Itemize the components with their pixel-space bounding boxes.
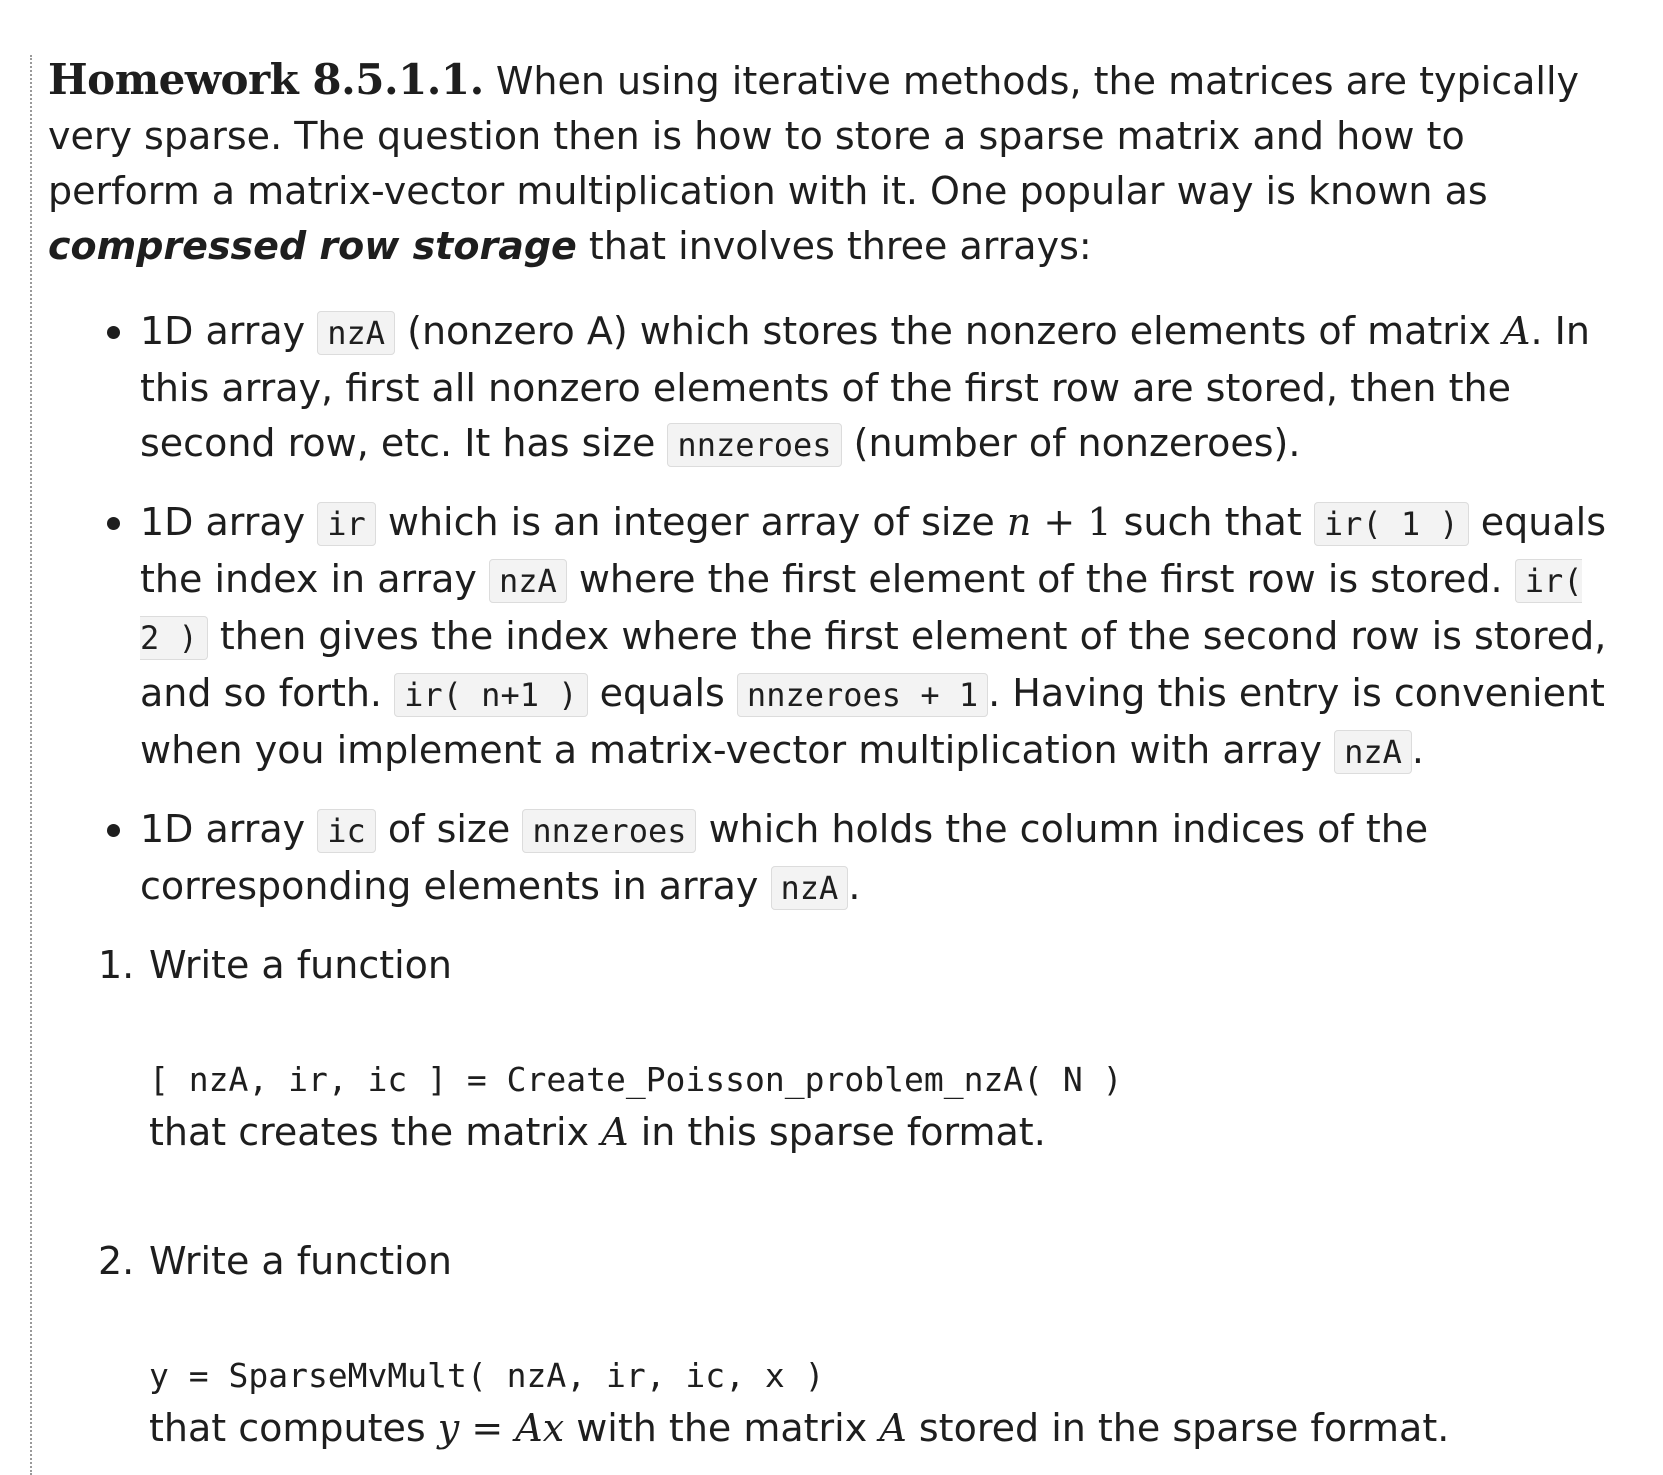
task-lead: Write a function [149,1239,452,1283]
list-text: such that [1123,500,1302,544]
task-item-1 [98,938,1608,1160]
inline-code: nzA [1334,730,1412,774]
list-text: which is an integer array of size [387,500,995,544]
list-text: (nonzero A) which stores the nonzero elements of matrix [407,309,1491,353]
task-number: 1. [98,943,135,987]
math-rest: + 1 [1031,500,1112,544]
inline-code: nnzeroes [667,423,841,467]
homework-block [48,52,1608,1456]
math-var: A [879,1406,907,1450]
list-item-ir [140,495,1608,780]
task-list [48,938,1608,1456]
homework-label: Homework 8.5.1.1. [48,55,484,104]
task-item-2 [98,1234,1608,1456]
list-text: 1D array [140,807,306,851]
math-var: y [437,1406,460,1450]
math-expr [1007,500,1112,544]
list-text: 1D array [140,500,306,544]
task-lead: Write a function [149,943,452,987]
inline-code: ic [317,809,376,853]
inline-code: nzA [771,866,849,910]
task-description [149,1401,1608,1456]
list-item-ic [140,802,1608,916]
list-text: of size [387,807,511,851]
bullet-icon [107,326,120,339]
array-list [48,304,1608,916]
inline-code: nnzeroes [522,809,696,853]
list-text: equals the index in array [140,500,1607,601]
math-var: A [601,1110,629,1154]
list-text: . [848,864,861,908]
term-compressed-row-storage: compressed row storage [48,224,577,268]
inline-code: ir [317,502,376,546]
math-expr [438,1406,564,1450]
inline-code: ir( n+1 ) [394,673,587,717]
task-text: that creates the matrix [149,1110,590,1154]
task-text: in this sparse format. [640,1110,1046,1154]
list-text: . Having this entry is convenient when you implement a matrix-vector multiplication with array [140,671,1605,772]
inline-code: nzA [489,559,567,603]
task-text: stored in the sparse format. [918,1406,1450,1450]
math-var: n [1006,500,1032,544]
list-text: equals [599,671,725,715]
inline-code: nzA [317,311,395,355]
code-signature: y = SparseMvMult( nzA, ir, ic, x ) [149,1356,825,1395]
math-var: A [1503,309,1531,353]
inline-code: ir( 1 ) [1314,502,1469,546]
task-text: that computes [149,1406,426,1450]
intro-text-end: that involves three arrays: [588,224,1092,268]
list-text: then gives the index where the first element of the second row is stored, and so forth. [140,614,1607,715]
inline-code: ir( 2 ) [140,559,1582,660]
task-description [149,1105,1608,1160]
left-margin-rule [30,55,32,1475]
list-text: . In this array, first all nonzero elements of the first row are stored, then the second row, etc. It has size [140,309,1590,465]
inline-code: nnzeroes + 1 [737,673,988,717]
bullet-icon [107,517,120,530]
math-op: = [459,1406,516,1450]
list-text: where the first element of the first row is stored. [578,557,1503,601]
list-text: . [1411,728,1424,772]
list-text: which holds the column indices of the corresponding elements in array [140,807,1429,908]
bullet-icon [107,824,120,837]
list-item-nzA [140,304,1608,473]
task-number: 2. [98,1239,135,1283]
intro-text: When using iterative methods, the matrices are typically very sparse. The question then is how to store a sparse matrix and how to perform a matrix-vector multiplication with it. One popular way is known as [48,59,1579,213]
code-signature: [ nzA, ir, ic ] = Create_Poisson_problem_nzA( N ) [149,1060,1123,1099]
math-var: Ax [515,1406,565,1450]
homework-intro [48,52,1608,274]
list-text: 1D array [140,309,306,353]
list-text: (number of nonzeroes). [853,421,1301,465]
task-text: with the matrix [576,1406,868,1450]
